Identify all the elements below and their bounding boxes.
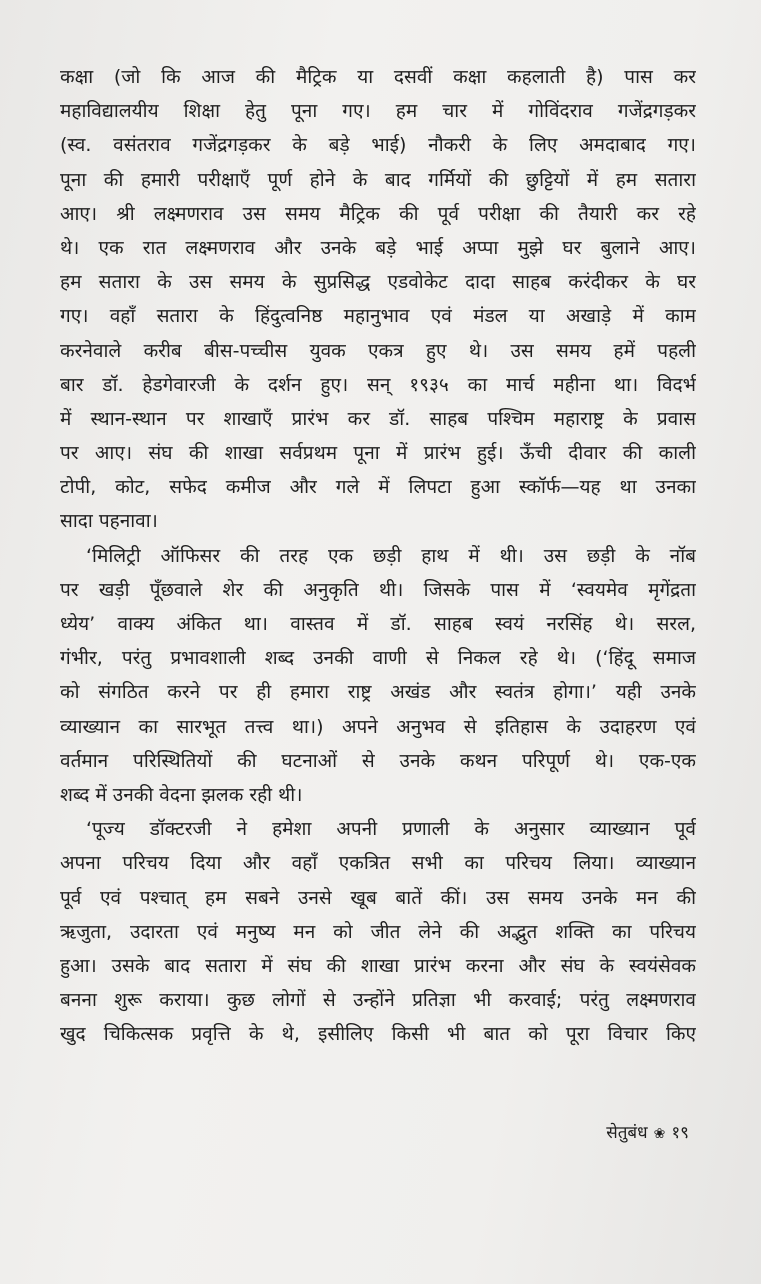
text-line: टोपी, कोट, सफेद कमीज और गले में लिपटा हुआ स्कॉर्फ—यह था उनका xyxy=(60,476,696,499)
text-line: खुद चिकित्सक प्रवृत्ति के थे, इसीलिए किसी भी बात को पूरा विचार किए xyxy=(60,1023,696,1046)
text-line: बार डॉ. हेडगेवारजी के दर्शन हुए। सन् १९३५ का मार्च महीना था। विदर्भ xyxy=(60,373,696,396)
text-line: पूर्व एवं पश्चात् हम सबने उनसे खूब बातें कीं। उस समय उनके मन की xyxy=(60,886,696,909)
text-line: थे। एक रात लक्ष्मणराव और उनके बड़े भाई अप्पा मुझे घर बुलाने आए। xyxy=(60,236,696,259)
text-line: शब्द में उनकी वेदना झलक रही थी। xyxy=(60,783,303,806)
text-line: अपना परिचय दिया और वहाँ एकत्रित सभी का परिचय लिया। व्याख्यान xyxy=(60,852,696,875)
text-line: वर्तमान परिस्थितियों की घटनाओं से उनके कथन परिपूर्ण थे। एक-एक xyxy=(60,749,696,772)
text-line: आए। श्री लक्ष्मणराव उस समय मैट्रिक की पूर्व परीक्षा की तैयारी कर रहे xyxy=(60,202,696,225)
page-footer xyxy=(606,1120,689,1143)
text-line: को संगठित करने पर ही हमारा राष्ट्र अखंड और स्वतंत्र होगा।’ यही उनके xyxy=(60,681,696,704)
text-line: (स्व. वसंतराव गजेंद्रगड़कर के बड़े भाई) नौकरी के लिए अमदाबाद गए। xyxy=(60,134,696,157)
text-line: कक्षा (जो कि आज की मैट्रिक या दसवीं कक्षा कहलाती है) पास कर xyxy=(60,66,696,88)
text-line: सादा पहनावा। xyxy=(60,510,158,533)
flower-ornament-icon: ❀ xyxy=(653,1126,666,1142)
text-line: महाविद्यालयीय शिक्षा हेतु पूना गए। हम चार में गोविंदराव गजेंद्रगड़कर xyxy=(60,100,696,123)
text-line: ‘पूज्य डॉक्टरजी ने हमेशा अपनी प्रणाली के अनुसार व्याख्यान पूर्व xyxy=(86,818,696,841)
text-line: पर आए। संघ की शाखा सर्वप्रथम पूना में प्रारंभ हुई। ऊँची दीवार की काली xyxy=(60,442,696,465)
text-line: व्याख्यान का सारभूत तत्त्व था।) अपने अनुभव से इतिहास के उदाहरण एवं xyxy=(60,715,696,738)
text-line: हम सतारा के उस समय के सुप्रसिद्ध एडवोकेट दादा साहब करंदीकर के घर xyxy=(60,271,696,294)
text-line: पूना की हमारी परीक्षाएँ पूर्ण होने के बाद गर्मियों की छुट्टियों में हम सतारा xyxy=(60,168,696,191)
text-line: ध्येय’ वाक्य अंकित था। वास्तव में डॉ. साहब स्वयं नरसिंह थे। सरल, xyxy=(60,613,696,635)
text-line: गंभीर, परंतु प्रभावशाली शब्द उनकी वाणी से निकल रहे थे। (‘हिंदू समाज xyxy=(60,647,696,670)
book-title: सेतुबंध xyxy=(606,1123,648,1143)
text-line: ‘मिलिट्री ऑफिसर की तरह एक छड़ी हाथ में थी। उस छड़ी के नॉब xyxy=(86,544,696,567)
body-text xyxy=(60,60,696,1051)
text-line: ऋजुता, उदारता एवं मनुष्य मन को जीत लेने की अद्भुत शक्ति का परिचय xyxy=(60,920,696,943)
page-number: १९ xyxy=(671,1123,689,1143)
text-line: में स्थान-स्थान पर शाखाएँ प्रारंभ कर डॉ. साहब पश्चिम महाराष्ट्र के प्रवास xyxy=(60,407,696,430)
text-line: करनेवाले करीब बीस-पच्चीस युवक एकत्र हुए थे। उस समय हमें पहली xyxy=(60,339,696,362)
text-line: पर खड़ी पूँछवाले शेर की अनुकृति थी। जिसके पास में ‘स्वयमेव मृगेंद्रता xyxy=(60,578,696,601)
text-line: बनना शुरू कराया। कुछ लोगों से उन्होंने प्रतिज्ञा भी करवाई; परंतु लक्ष्मणराव xyxy=(60,989,696,1012)
text-line: गए। वहाँ सतारा के हिंदुत्वनिष्ठ महानुभाव एवं मंडल या अखाड़े में काम xyxy=(60,305,696,328)
text-line: हुआ। उसके बाद सतारा में संघ की शाखा प्रारंभ करना और संघ के स्वयंसेवक xyxy=(60,954,696,977)
